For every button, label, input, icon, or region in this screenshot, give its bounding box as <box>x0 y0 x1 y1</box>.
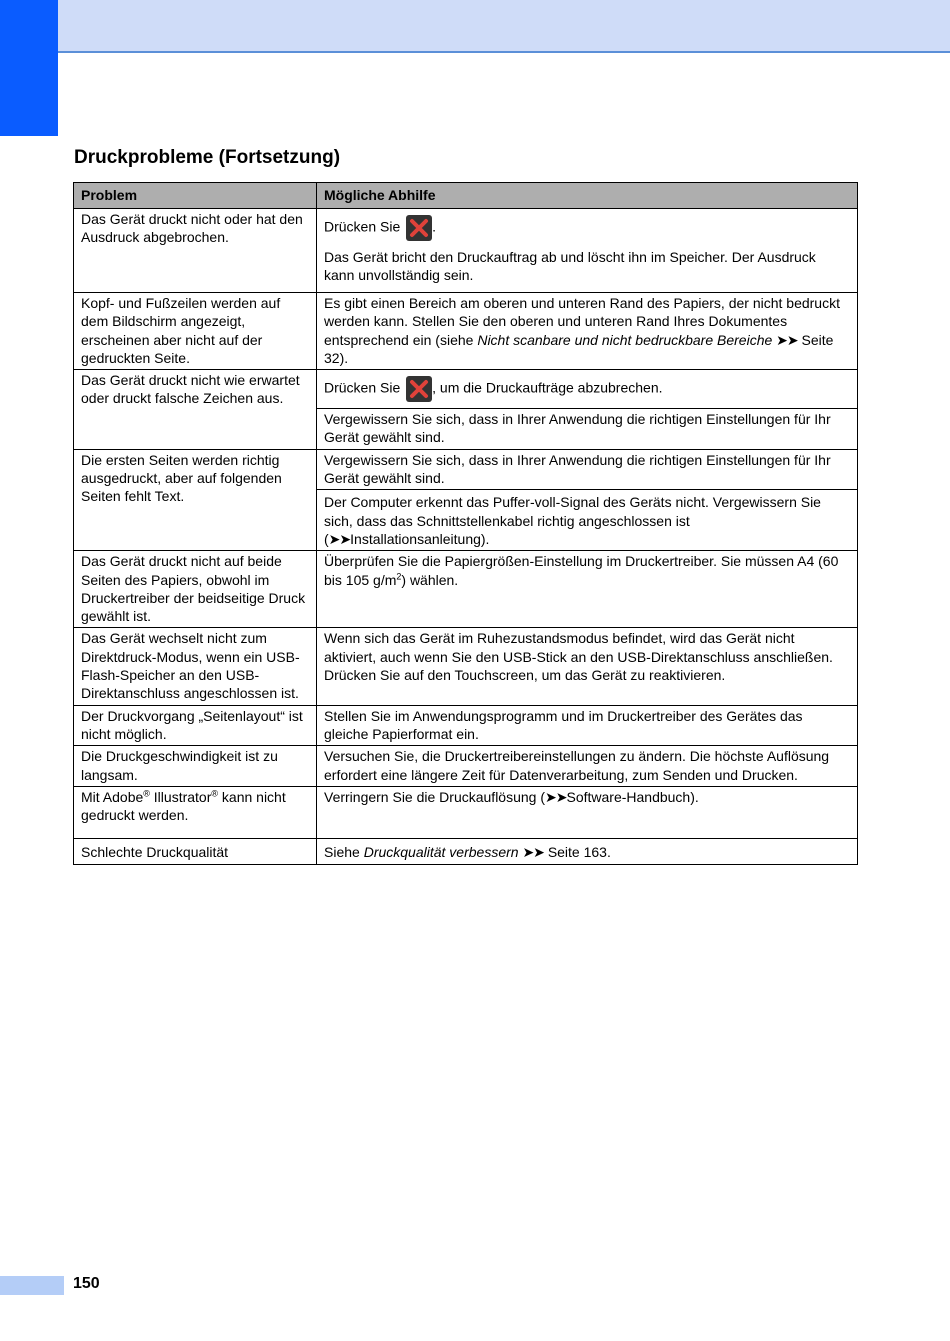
registered-mark: ® <box>143 788 150 799</box>
table-row <box>74 551 858 628</box>
double-chevron-icon: ➤➤ <box>545 788 567 805</box>
stop-x-icon <box>406 215 432 241</box>
superscript: 2 <box>396 570 402 581</box>
problem-text: kann nicht gedruckt werden. <box>81 788 286 824</box>
problem-cell: Schlechte Druckqualität <box>74 838 317 864</box>
remedy-text: Der Computer erkennt das Puffer-voll-Signal des Geräts nicht. Vergewissern Sie sich, dass das Schnittstellenkabel richtig angeschlossen ist ( <box>324 494 821 547</box>
remedy-cell: Versuchen Sie, die Druckertreibereinstellungen zu ändern. Die höchste Auflösung erfordert eine längere Zeit für Datenverarbeitung, zum Senden und Drucken. <box>317 746 858 787</box>
remedy-text: Drücken Sie <box>324 218 405 235</box>
stop-x-icon <box>406 376 432 402</box>
cross-reference-title: Nicht scanbare und nicht bedruckbare Bereiche <box>477 331 773 348</box>
remedy-cell: Vergewissern Sie sich, dass in Ihrer Anwendung die richtigen Einstellungen für Ihr Gerät gewählt sind. <box>317 449 858 490</box>
problem-cell: Das Gerät wechselt nicht zum Direktdruck-Modus, wenn ein USB-Flash-Speicher an den USB-Direktanschluss angeschlossen ist. <box>74 628 317 705</box>
remedy-cell: Stellen Sie im Anwendungsprogramm und im Druckertreiber des Gerätes das gleiche Papierformat ein. <box>317 705 858 746</box>
table-row <box>74 449 858 490</box>
problem-cell <box>74 786 317 838</box>
remedy-text: ) wählen. <box>401 571 459 588</box>
page-reference: Seite 163. <box>547 843 611 860</box>
remedy-cell <box>317 370 858 409</box>
footer-band <box>0 1276 64 1295</box>
double-chevron-icon: ➤➤ <box>522 843 544 860</box>
remedy-text: Es gibt einen Bereich am oberen und unteren Rand des Papiers, der nicht bedruckt werden kann. Stellen Sie den oberen und unteren Rand Ihres Dokumentes entsprechend ein (siehe <box>324 295 840 348</box>
manual-reference: Software-Handbuch). <box>566 788 699 805</box>
remedy-cell: Das Gerät bricht den Druckauftrag ab und löscht ihn im Speicher. Der Ausdruck kann unvollständig sein. <box>317 247 858 293</box>
table-row <box>74 209 858 248</box>
remedy-text: Überprüfen Sie die Papiergrößen-Einstellung im Druckertreiber. Sie müssen A4 (60 bis 105 g/m <box>324 553 839 588</box>
remedy-text: Drücken Sie <box>324 379 405 396</box>
remedy-cell <box>317 490 858 551</box>
problem-cell: Das Gerät druckt nicht wie erwartet oder druckt falsche Zeichen aus. <box>74 370 317 450</box>
double-chevron-icon: ➤➤ <box>328 530 351 547</box>
column-header-problem: Problem <box>74 183 317 209</box>
table-row <box>74 370 858 409</box>
table-header-row <box>74 183 858 209</box>
problem-cell: Die Druckgeschwindigkeit ist zu langsam. <box>74 746 317 787</box>
header-band <box>0 0 950 53</box>
double-chevron-icon: ➤➤ <box>776 331 798 348</box>
remedy-text: . <box>432 218 437 235</box>
remedy-cell: Vergewissern Sie sich, dass in Ihrer Anwendung die richtigen Einstellungen für Ihr Gerät gewählt sind. <box>317 409 858 450</box>
problem-text: Mit Adobe <box>81 788 144 805</box>
manual-reference: Installationsanleitung). <box>350 530 490 547</box>
column-header-remedy: Mögliche Abhilfe <box>317 183 858 209</box>
page-reference: Seite 32). <box>324 331 834 366</box>
registered-mark: ® <box>211 788 219 799</box>
remedy-cell <box>317 786 858 838</box>
problem-cell: Das Gerät druckt nicht auf beide Seiten des Papiers, obwohl im Druckertreiber der beidseitige Druck gewählt ist. <box>74 551 317 628</box>
page-number: 150 <box>73 1275 100 1292</box>
problem-cell: Kopf- und Fußzeilen werden auf dem Bildschirm angezeigt, erscheinen aber nicht auf der gedruckten Seite. <box>74 293 317 370</box>
problem-cell: Das Gerät druckt nicht oder hat den Ausdruck abgebrochen. <box>74 209 317 293</box>
table-row <box>74 838 858 864</box>
remedy-cell <box>317 551 858 628</box>
table-row <box>74 293 858 370</box>
table-row <box>74 746 858 787</box>
problem-text: Illustrator <box>149 788 212 805</box>
remedy-text: Siehe <box>324 843 364 860</box>
remedy-cell: Wenn sich das Gerät im Ruhezustandsmodus befindet, wird das Gerät nicht aktiviert, auch wenn Sie den USB-Stick an den USB-Direktanschluss anschließen. Drücken Sie auf den Touchscreen, um das Gerät zu reaktivieren. <box>317 628 858 705</box>
table-row <box>74 786 858 838</box>
table-row <box>74 705 858 746</box>
problem-cell: Der Druckvorgang „Seitenlayout“ ist nicht möglich. <box>74 705 317 746</box>
chapter-tab <box>0 0 58 136</box>
remedy-cell <box>317 838 858 864</box>
remedy-text: , um die Druckaufträge abzubrechen. <box>432 379 663 396</box>
table-row <box>74 628 858 705</box>
section-title: Druckprobleme (Fortsetzung) <box>74 147 341 168</box>
troubleshooting-table <box>73 182 858 865</box>
cross-reference-title: Druckqualität verbessern <box>363 843 519 860</box>
remedy-cell <box>317 209 858 248</box>
problem-cell: Die ersten Seiten werden richtig ausgedruckt, aber auf folgenden Seiten fehlt Text. <box>74 449 317 550</box>
remedy-text: Verringern Sie die Druckauflösung ( <box>324 788 546 805</box>
remedy-cell <box>317 293 858 370</box>
